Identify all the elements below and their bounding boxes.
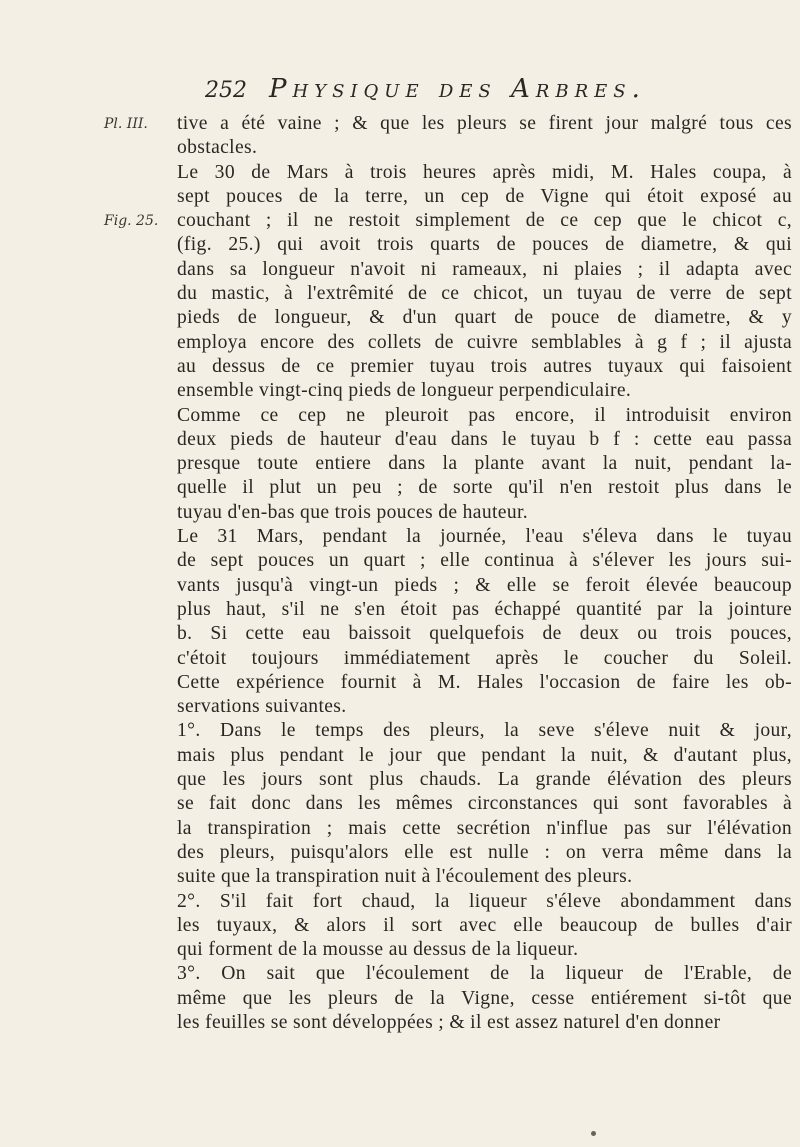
text-line: Le 30 de Mars à trois heures après midi, M. Hales coupa, à (177, 161, 792, 183)
text-line: Le 31 Mars, pendant la journée, l'eau s'éleva dans le tuyau (177, 526, 792, 548)
text-line: même que les pleurs de la Vigne, cesse entiérement si-tôt que (177, 987, 792, 1009)
text-line: quelle il plut un peu ; de sorte qu'il n'en restoit plus dans le (177, 477, 792, 499)
text-line: la transpiration ; mais cette secrétion n'influe pas sur l'élévation (177, 817, 792, 839)
text-line: Cette expérience fournit à M. Hales l'occasion de faire les ob- (177, 671, 792, 693)
text-line: tive a été vaine ; & que les pleurs se firent jour malgré tous ces (177, 113, 792, 134)
running-title: Physique des Arbres. (269, 74, 646, 104)
text-line: tuyau d'en-bas que trois pouces de hauteur. (177, 501, 529, 523)
text-line: 1°. Dans le temps des pleurs, la seve s'éleve nuit & jour, (177, 720, 792, 742)
text-line: obstacles. (177, 137, 258, 159)
text-line: pieds de longueur, & d'un quart de pouce de diametre, & y (177, 307, 792, 329)
text-line: des pleurs, puisqu'alors elle est nulle : on verra même dans la (177, 841, 792, 863)
text-line: (fig. 25.) qui avoit trois quarts de pouces de diametre, & qui (177, 234, 792, 256)
page-header (205, 74, 765, 114)
text-line: c'étoit toujours immédiatement après le coucher du Soleil. (177, 647, 792, 669)
text-line: 3°. On sait que l'écoulement de la liqueur de l'Erable, de (177, 963, 792, 985)
margin-note: Fig. 25. (104, 213, 159, 230)
text-line: employa encore des collets de cuivre semblables à g f ; il ajusta (177, 331, 792, 353)
text-line: suite que la transpiration nuit à l'écoulement des pleurs. (177, 866, 633, 888)
text-line: b. Si cette eau baissoit quelquefois de deux ou trois pouces, (177, 623, 792, 645)
text-line: couchant ; il ne restoit simplement de ce cep que le chicot c, (177, 210, 792, 232)
text-line: se fait donc dans les mêmes circonstances qui sont favorables à (177, 793, 792, 815)
text-line: servations suivantes. (177, 696, 347, 718)
text-line: de sept pouces un quart ; elle continua à s'élever les jours sui- (177, 550, 792, 572)
text-line: les feuilles se sont développées ; & il est assez naturel d'en donner (177, 1011, 721, 1033)
body-text (177, 112, 792, 1035)
text-line: Comme ce cep ne pleuroit pas encore, il introduisit environ (177, 404, 792, 426)
text-line: plus haut, s'il ne s'en étoit pas échappé quantité par la jointure (177, 598, 792, 620)
ink-spot (591, 1131, 596, 1136)
text-line: vants jusqu'à vingt-un pieds ; & elle se feroit élevée beaucoup (177, 574, 792, 596)
margin-note: Pl. III. (104, 116, 148, 132)
text-line: que les jours sont plus chauds. La grande élévation des pleurs (177, 769, 792, 791)
text-line: mais plus pendant le jour que pendant la nuit, & d'autant plus, (177, 744, 792, 766)
text-line: sept pouces de la terre, un cep de Vigne qui étoit exposé au (177, 185, 792, 207)
page-number: 252 (205, 78, 247, 103)
text-line: qui forment de la mousse au dessus de la liqueur. (177, 939, 579, 961)
text-line: les tuyaux, & alors il sort avec elle beaucoup de bulles d'air (177, 914, 792, 936)
text-line: presque toute entiere dans la plante avant la nuit, pendant la- (177, 453, 792, 475)
text-line: au dessus de ce premier tuyau trois autres tuyaux qui faisoient (177, 355, 792, 377)
text-line: 2°. S'il fait fort chaud, la liqueur s'éleve abondamment dans (177, 890, 792, 912)
text-line: dans sa longueur n'avoit ni rameaux, ni plaies ; il adapta avec (177, 258, 792, 280)
text-line: du mastic, à l'extrêmité de ce chicot, un tuyau de verre de sept (177, 283, 792, 305)
text-line: ensemble vingt-cinq pieds de longueur perpendiculaire. (177, 380, 632, 402)
text-line: deux pieds de hauteur d'eau dans le tuyau b f : cette eau passa (177, 428, 792, 450)
